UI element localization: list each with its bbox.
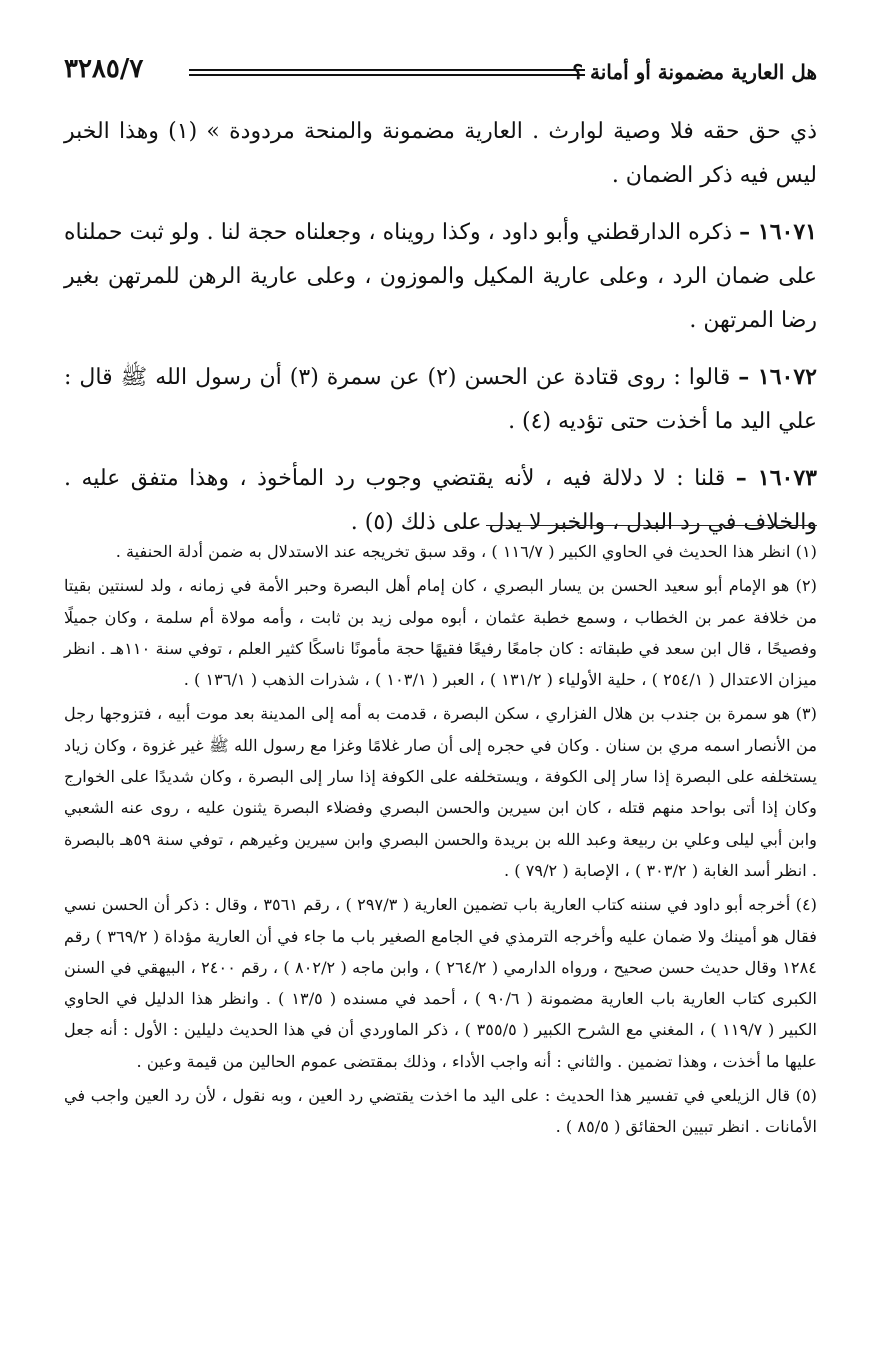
footnote: (٤) أخرجه أبو داود في سننه كتاب العارية باب تضمين العارية ( ٢٩٧/٣ ) ، رقم ٣٥٦١ ، وقال : ذكر أن الحسن نسي فقال هو أمينك ولا ضمان عليه وأخرجه الترمذي في الجامع الصغير باب ما جاء في أن العارية مؤداة ( ٣٦٩/٢ ) رقم ١٢٨٤ وقال حديث حسن صحيح ، ورواه الدارمي ( ٢٦٤/٢ ) ، وابن ماجه ( ٨٠٢/٢ ) ، رقم ٢٤٠٠ ، البيهقي في السنن الكبرى كتاب العارية باب العارية مضمونة ( ٩٠/٦ ) ، أحمد في مسنده ( ١٣/٥ ) . وانظر هذا الدليل في الحاوي الكبير ( ١١٩/٧ ) ، المغني مع الشرح الكبير ( ٣٥٥/٥ ) ، ذكر الماوردي أن في هذا الحديث دليلين : الأول : أنه جعل عليها ما أخذت ، وهذا تضمين . والثاني : أنه واجب الأداء ، وذلك بمقتضى عموم الحالين من قيمة وعين . (64, 895, 818, 1071)
header-double-rule (189, 69, 585, 76)
paragraph (64, 456, 817, 545)
paragraph-number: ١٦٠٧١ – (739, 219, 817, 245)
paragraph (64, 110, 817, 198)
paragraph-text: قالوا : روى قتادة عن الحسن (٢) عن سمرة (٣) أن رسول الله ﷺ قال : علي اليد ما أخذت حتى تؤديه (٤) . (64, 365, 817, 434)
main-text (64, 110, 817, 557)
paragraph-number: ١٦٠٧٢ – (738, 364, 817, 390)
footnote-separator (486, 525, 817, 526)
footnote: (٣) هو سمرة بن جندب بن هلال الفزاري ، سكن البصرة ، قدمت به أمه إلى المدينة بعد موت أبيه ، فتزوجها رجل من الأنصار اسمه مري بن سنان . وكان في حجره إلى أن صار غلامًا وغزا مع رسول الله ﷺ غير غزوة ، وكان زياد يستخلفه على البصرة إذا سار إلى الكوفة ، ويستخلفه على الكوفة إذا سار إلى البصرة ، وكان شديدًا على الخوارج وكان إذا أتى بواحد منهم قتله ، كان ابن سيرين والحسن البصري وفضلاء البصرة يثنون عليه ، روى عنه الشعبي وابن أبي ليلى وعلي بن ربيعة وعبد الله بن بريدة والحسن البصري وابن سيرين وغيرهم ، توفي سنة ٥٩هـ بالبصرة . انظر أسد الغابة ( ٣٠٣/٢ ) ، الإصابة ( ٧٩/٢ ) . (64, 704, 817, 880)
paragraph-text: ذكره الدارقطني وأبو داود ، وكذا رويناه ، وجعلناه حجة لنا . ولو ثبت حملناه على ضمان الرد ، وعلى عارية المكيل والموزون ، وعلى عارية الرهن للمرتهن بغير رضا المرتهن . (64, 220, 817, 333)
running-header (64, 52, 817, 92)
paragraph (64, 210, 817, 343)
paragraph-text: قلنا : لا دلالة فيه ، لأنه يقتضي وجوب رد المأخوذ ، وهذا متفق عليه . والخلاف في رد البدل ، والخبر لا يدل على ذلك (٥) . (64, 466, 817, 535)
paragraph-number: ١٦٠٧٣ – (735, 465, 817, 491)
footnote: (٢) هو الإمام أبو سعيد الحسن بن يسار البصري ، كان إمام أهل البصرة وحبر الأمة في زمانه ، ولد لسنتين بقيتا من خلافة عمر بن الخطاب ، وسمع خطبة عثمان ، أبوه مولى زيد بن ثابت ، وأمه مولاة أم سلمة ، وكان جميلًا وفصيحًا ، قال ابن سعد في طبقاته : كان جامعًا رفيعًا فقيهًا حجة مأمونًا ناسكًا كثير العلم ، توفي سنة ١١٠هـ . انظر ميزان الاعتدال ( ٢٥٤/١ ) ، حلية الأولياء ( ١٣١/٢ ) ، العبر ( ١٠٣/١ ) ، شذرات الذهب ( ١٣٦/١ ) . (64, 576, 817, 690)
chapter-title: هل العارية مضمونة أو أمانة ؟ (572, 60, 817, 84)
paragraph-text: ذي حق حقه فلا وصية لوارث . العارية مضمونة والمنحة مردودة » (١) وهذا الخبر ليس فيه ذكر الضمان . (64, 119, 817, 188)
footnote: (١) انظر هذا الحديث في الحاوي الكبير ( ١١٦/٧ ) ، وقد سبق تخريجه عند الاستدلال به ضمن أدلة الحنفية . (115, 542, 817, 561)
paragraph (64, 355, 817, 444)
footnotes (64, 536, 817, 1146)
footnote: (٥) قال الزيلعي في تفسير هذا الحديث : على اليد ما اخذت يقتضي رد العين ، وبه نقول ، لأن رد العين واجب في الأمانات . انظر تبيين الحقائق ( ٨٥/٥ ) . (64, 1086, 817, 1137)
page-number: ٣٢٨٥/٧ (64, 54, 144, 84)
